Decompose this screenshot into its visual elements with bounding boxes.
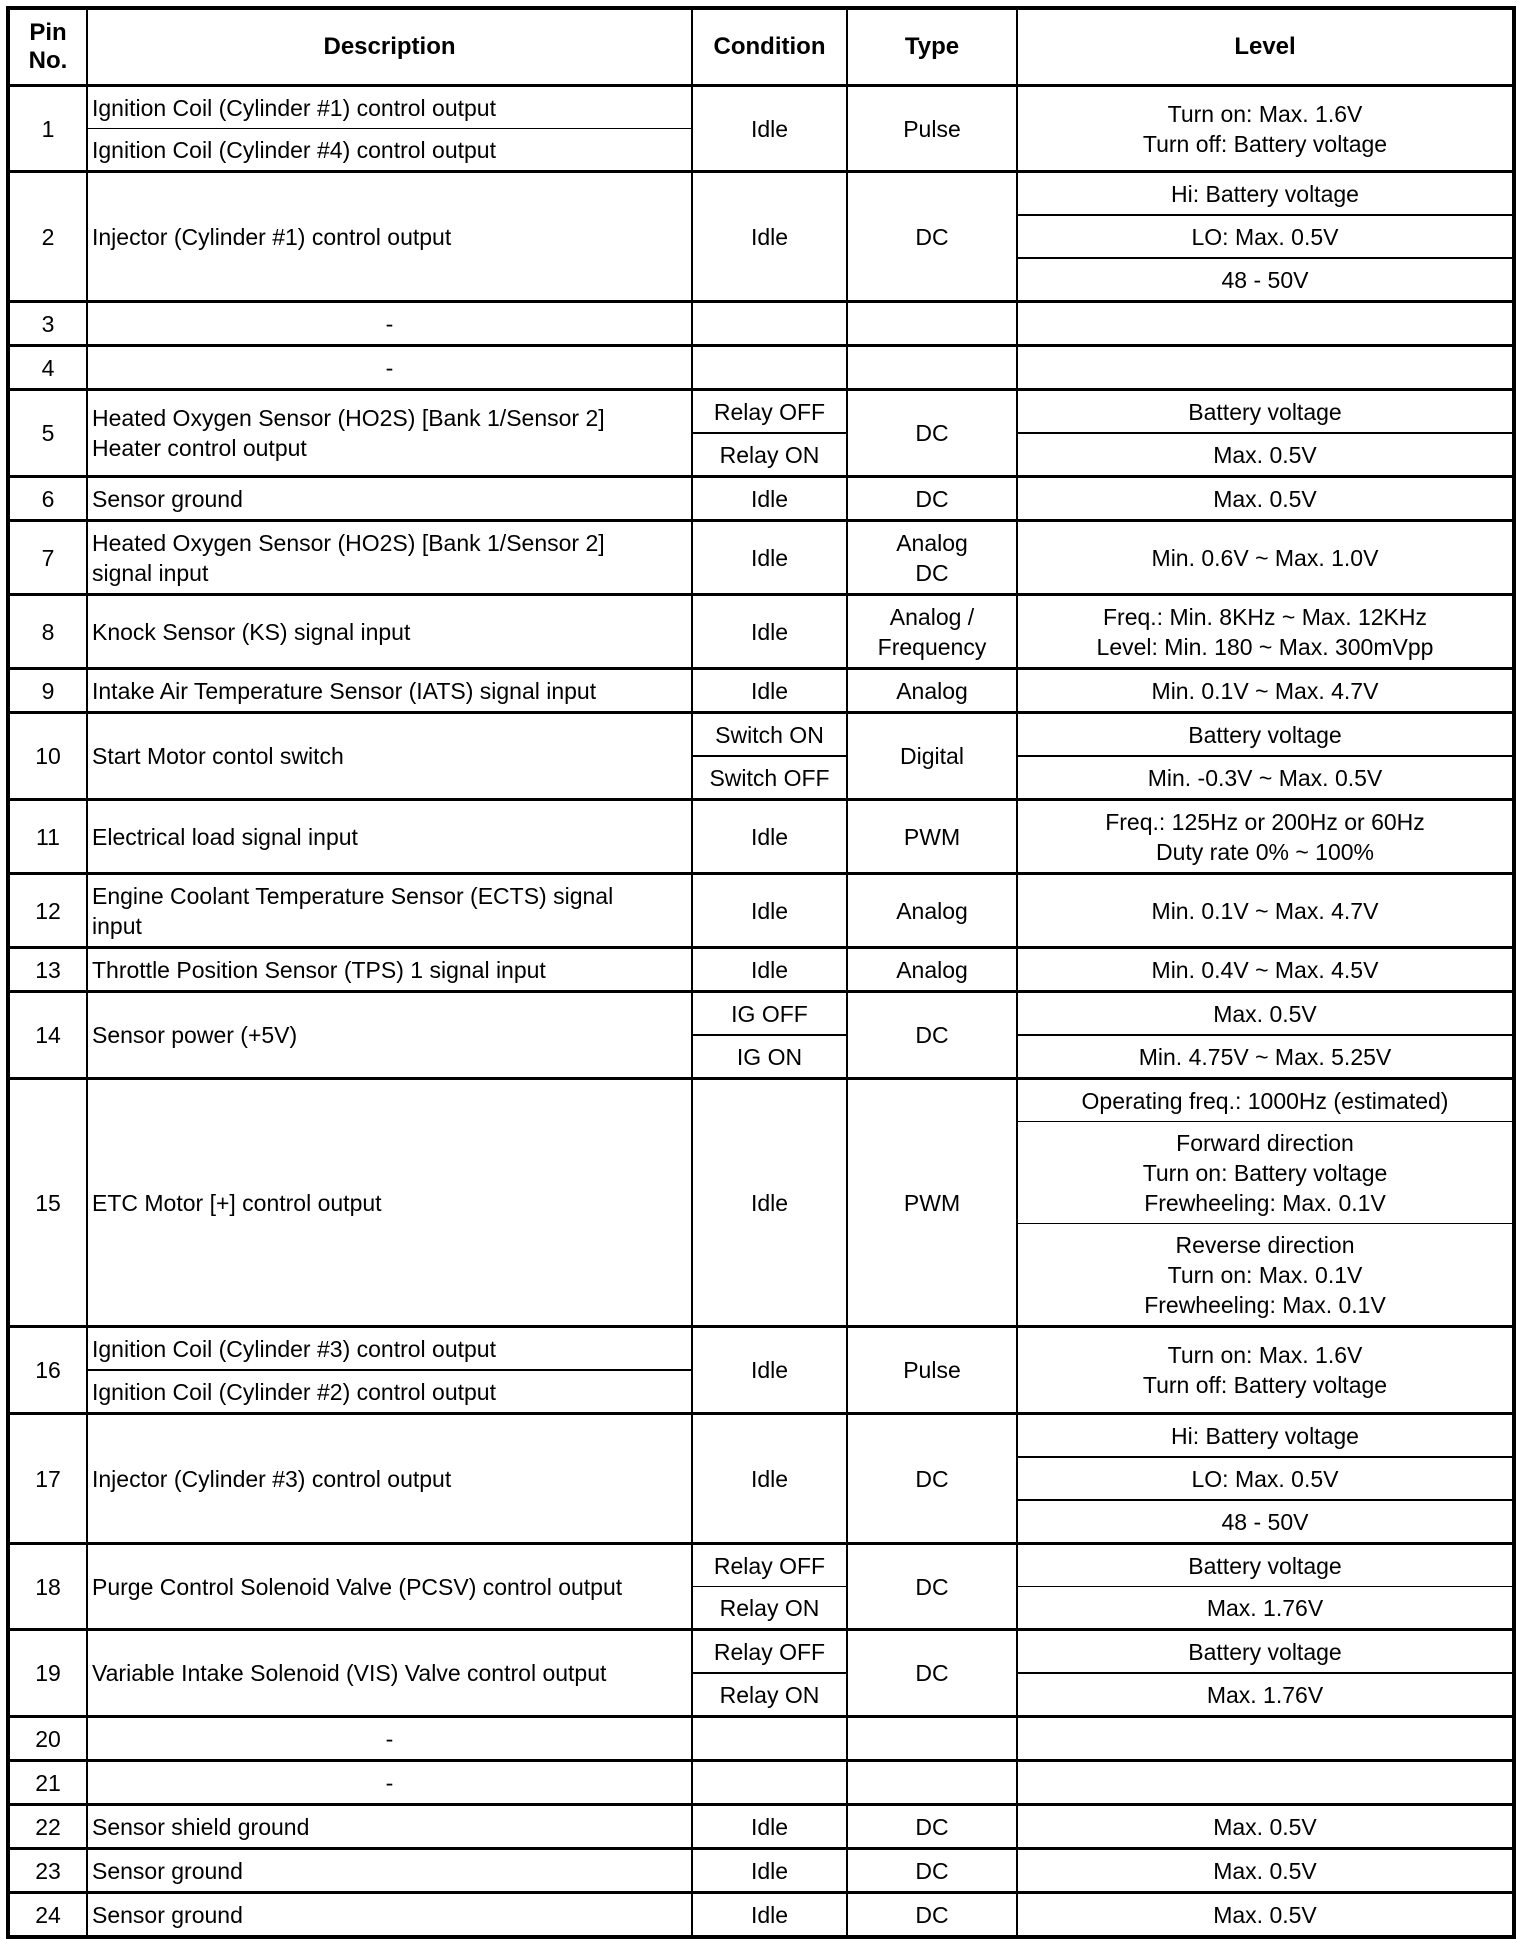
description-line: Heated Oxygen Sensor (HO2S) [Bank 1/Sensor 2]	[92, 529, 605, 556]
type-cell: DC	[847, 1805, 1017, 1849]
pin-cell: 23	[8, 1849, 87, 1893]
type-cell: DC	[847, 390, 1017, 477]
level-cell: Max. 0.5V	[1017, 1849, 1514, 1893]
type-cell	[847, 1717, 1017, 1761]
condition-cell: Relay ON	[692, 1587, 847, 1630]
type-cell: Pulse	[847, 86, 1017, 172]
pin-cell: 18	[8, 1544, 87, 1630]
condition-cell	[692, 1761, 847, 1805]
header-pin-line2: No.	[28, 47, 68, 74]
type-cell: Digital	[847, 713, 1017, 800]
type-line: Frequency	[877, 633, 987, 660]
level-line: Reverse direction	[1175, 1231, 1355, 1258]
condition-cell: Idle	[692, 172, 847, 302]
type-cell	[847, 302, 1017, 346]
description-cell	[87, 874, 692, 948]
pin-cell: 5	[8, 390, 87, 477]
level-line: Turn off: Battery voltage	[1142, 1372, 1388, 1398]
condition-cell: Idle	[692, 669, 847, 713]
table-row	[8, 800, 1514, 874]
header-level: Level	[1017, 8, 1514, 86]
table-row	[8, 477, 1514, 521]
description-cell: -	[87, 1761, 692, 1805]
level-line: Turn on: Max. 1.6V	[1167, 1342, 1363, 1368]
level-cell: Operating freq.: 1000Hz (estimated)	[1017, 1079, 1514, 1122]
pin-cell: 16	[8, 1327, 87, 1414]
condition-cell: Idle	[692, 1849, 847, 1893]
table-row	[8, 1079, 1514, 1122]
level-cell	[1017, 800, 1514, 874]
table-row	[8, 172, 1514, 216]
description-line: Heated Oxygen Sensor (HO2S) [Bank 1/Sensor 2]	[92, 405, 605, 431]
table-row	[8, 1805, 1514, 1849]
type-cell: Analog	[847, 669, 1017, 713]
description-cell: Ignition Coil (Cylinder #1) control output	[87, 86, 692, 129]
level-line: Level: Min. 180 ~ Max. 300mVpp	[1096, 633, 1434, 660]
condition-cell: Relay ON	[692, 433, 847, 477]
table-row	[8, 713, 1514, 757]
pin-cell: 17	[8, 1414, 87, 1544]
table-row	[8, 86, 1514, 129]
level-line: Turn on: Battery voltage	[1142, 1159, 1388, 1186]
level-cell: Battery voltage	[1017, 1544, 1514, 1587]
level-cell: Battery voltage	[1017, 713, 1514, 757]
condition-cell: IG ON	[692, 1035, 847, 1079]
pin-cell: 19	[8, 1630, 87, 1717]
description-cell: Ignition Coil (Cylinder #3) control output	[87, 1327, 692, 1371]
condition-cell	[692, 302, 847, 346]
table-row	[8, 595, 1514, 669]
header-row	[8, 8, 1514, 86]
pin-cell: 2	[8, 172, 87, 302]
pin-cell: 21	[8, 1761, 87, 1805]
level-cell	[1017, 1122, 1514, 1224]
pin-cell: 13	[8, 948, 87, 992]
condition-cell: Switch OFF	[692, 756, 847, 800]
description-line: Engine Coolant Temperature Sensor (ECTS) signal	[92, 882, 614, 909]
level-cell	[1017, 86, 1514, 172]
condition-cell: Idle	[692, 800, 847, 874]
table-row	[8, 1717, 1514, 1761]
description-cell: Injector (Cylinder #1) control output	[87, 172, 692, 302]
table-row	[8, 948, 1514, 992]
pin-cell: 8	[8, 595, 87, 669]
table-row	[8, 390, 1514, 434]
description-line: Heater control output	[92, 435, 307, 461]
description-cell	[87, 390, 692, 477]
level-cell: Battery voltage	[1017, 390, 1514, 434]
type-cell	[847, 346, 1017, 390]
type-cell	[847, 595, 1017, 669]
condition-cell: Relay OFF	[692, 390, 847, 434]
type-cell	[847, 521, 1017, 595]
description-cell: Start Motor contol switch	[87, 713, 692, 800]
type-line: DC	[915, 559, 949, 586]
condition-cell: Relay ON	[692, 1673, 847, 1717]
condition-cell: IG OFF	[692, 992, 847, 1036]
level-cell: Hi: Battery voltage	[1017, 1414, 1514, 1458]
table-row	[8, 521, 1514, 595]
pin-cell: 1	[8, 86, 87, 172]
level-line: Freq.: 125Hz or 200Hz or 60Hz	[1105, 808, 1425, 835]
description-cell: Ignition Coil (Cylinder #4) control output	[87, 129, 692, 172]
level-cell	[1017, 1327, 1514, 1414]
condition-cell: Relay OFF	[692, 1544, 847, 1587]
description-cell: Sensor ground	[87, 1849, 692, 1893]
condition-cell: Idle	[692, 1893, 847, 1938]
level-cell: Max. 0.5V	[1017, 1893, 1514, 1938]
level-cell: Min. 0.4V ~ Max. 4.5V	[1017, 948, 1514, 992]
pin-cell: 20	[8, 1717, 87, 1761]
level-cell: Min. -0.3V ~ Max. 0.5V	[1017, 756, 1514, 800]
level-line: Frewheeling: Max. 0.1V	[1144, 1189, 1386, 1216]
level-cell: Min. 0.1V ~ Max. 4.7V	[1017, 669, 1514, 713]
description-cell: Sensor power (+5V)	[87, 992, 692, 1079]
level-line: Freq.: Min. 8KHz ~ Max. 12KHz	[1102, 603, 1428, 630]
level-cell: 48 - 50V	[1017, 1500, 1514, 1544]
level-cell: Max. 0.5V	[1017, 477, 1514, 521]
condition-cell	[692, 346, 847, 390]
description-cell: -	[87, 302, 692, 346]
level-cell: 48 - 50V	[1017, 258, 1514, 302]
pin-table-container	[6, 6, 1512, 1939]
condition-cell: Switch ON	[692, 713, 847, 757]
description-cell	[87, 521, 692, 595]
level-line: Turn on: Max. 0.1V	[1167, 1261, 1363, 1288]
condition-cell: Idle	[692, 874, 847, 948]
level-cell: Max. 0.5V	[1017, 433, 1514, 477]
condition-cell: Idle	[692, 1327, 847, 1414]
level-cell: LO: Max. 0.5V	[1017, 215, 1514, 258]
table-row	[8, 1849, 1514, 1893]
level-cell: Battery voltage	[1017, 1630, 1514, 1674]
type-cell: DC	[847, 1893, 1017, 1938]
description-cell: Sensor shield ground	[87, 1805, 692, 1849]
condition-cell: Idle	[692, 521, 847, 595]
type-cell: PWM	[847, 800, 1017, 874]
condition-cell: Idle	[692, 948, 847, 992]
pin-cell: 15	[8, 1079, 87, 1327]
level-line: Turn on: Max. 1.6V	[1167, 100, 1363, 127]
table-row	[8, 1761, 1514, 1805]
pin-cell: 12	[8, 874, 87, 948]
description-cell: Sensor ground	[87, 1893, 692, 1938]
description-cell: -	[87, 346, 692, 390]
level-cell	[1017, 1761, 1514, 1805]
pin-cell: 10	[8, 713, 87, 800]
header-pin-line1: Pin	[29, 19, 67, 46]
type-line: Analog	[896, 529, 968, 556]
description-cell: Ignition Coil (Cylinder #2) control output	[87, 1370, 692, 1414]
condition-cell	[692, 1717, 847, 1761]
type-cell: DC	[847, 1414, 1017, 1544]
condition-cell: Idle	[692, 1414, 847, 1544]
condition-cell: Relay OFF	[692, 1630, 847, 1674]
table-row	[8, 1893, 1514, 1938]
condition-cell: Idle	[692, 595, 847, 669]
level-cell: Min. 4.75V ~ Max. 5.25V	[1017, 1035, 1514, 1079]
type-cell: DC	[847, 1544, 1017, 1630]
level-line: Duty rate 0% ~ 100%	[1156, 838, 1374, 865]
level-line: Forward direction	[1176, 1129, 1354, 1156]
level-cell	[1017, 595, 1514, 669]
level-cell: Max. 0.5V	[1017, 1805, 1514, 1849]
type-cell: DC	[847, 992, 1017, 1079]
condition-cell: Idle	[692, 1805, 847, 1849]
type-cell: DC	[847, 172, 1017, 302]
condition-cell: Idle	[692, 477, 847, 521]
type-cell	[847, 1761, 1017, 1805]
level-line: Turn off: Battery voltage	[1142, 130, 1388, 157]
table-row	[8, 1327, 1514, 1371]
header-condition: Condition	[692, 8, 847, 86]
description-cell: Intake Air Temperature Sensor (IATS) signal input	[87, 669, 692, 713]
table-row	[8, 1414, 1514, 1458]
pin-cell: 3	[8, 302, 87, 346]
pin-cell: 9	[8, 669, 87, 713]
pin-cell: 7	[8, 521, 87, 595]
type-cell: DC	[847, 1630, 1017, 1717]
level-cell: Min. 0.1V ~ Max. 4.7V	[1017, 874, 1514, 948]
description-cell: Injector (Cylinder #3) control output	[87, 1414, 692, 1544]
level-cell: Hi: Battery voltage	[1017, 172, 1514, 216]
pin-cell: 24	[8, 1893, 87, 1938]
level-cell: Max. 0.5V	[1017, 992, 1514, 1036]
level-cell: Max. 1.76V	[1017, 1673, 1514, 1717]
table-row	[8, 346, 1514, 390]
description-cell: Sensor ground	[87, 477, 692, 521]
pin-cell: 4	[8, 346, 87, 390]
type-cell: Pulse	[847, 1327, 1017, 1414]
type-cell: Analog	[847, 948, 1017, 992]
type-cell: Analog	[847, 874, 1017, 948]
level-cell	[1017, 1224, 1514, 1327]
condition-cell: Idle	[692, 86, 847, 172]
description-cell: Knock Sensor (KS) signal input	[87, 595, 692, 669]
description-cell: Variable Intake Solenoid (VIS) Valve control output	[87, 1630, 692, 1717]
description-line: signal input	[92, 559, 209, 586]
header-description: Description	[87, 8, 692, 86]
table-row	[8, 1630, 1514, 1674]
table-row	[8, 302, 1514, 346]
table-row	[8, 669, 1514, 713]
type-line: Analog /	[889, 603, 975, 630]
type-cell: DC	[847, 477, 1017, 521]
condition-cell: Idle	[692, 1079, 847, 1327]
description-cell: ETC Motor [+] control output	[87, 1079, 692, 1327]
description-cell: Throttle Position Sensor (TPS) 1 signal input	[87, 948, 692, 992]
ecm-pin-table	[6, 6, 1516, 1939]
level-cell	[1017, 346, 1514, 390]
level-cell: Max. 1.76V	[1017, 1587, 1514, 1630]
pin-cell: 14	[8, 992, 87, 1079]
type-cell: PWM	[847, 1079, 1017, 1327]
pin-cell: 11	[8, 800, 87, 874]
header-type: Type	[847, 8, 1017, 86]
level-cell: LO: Max. 0.5V	[1017, 1457, 1514, 1500]
description-cell: -	[87, 1717, 692, 1761]
header-pin-no	[8, 8, 87, 86]
level-cell	[1017, 1717, 1514, 1761]
description-cell: Electrical load signal input	[87, 800, 692, 874]
table-row	[8, 992, 1514, 1036]
table-row	[8, 874, 1514, 948]
level-line: Frewheeling: Max. 0.1V	[1144, 1291, 1386, 1318]
table-row	[8, 1544, 1514, 1587]
level-cell: Min. 0.6V ~ Max. 1.0V	[1017, 521, 1514, 595]
description-cell: Purge Control Solenoid Valve (PCSV) control output	[87, 1544, 692, 1630]
level-cell	[1017, 302, 1514, 346]
pin-cell: 22	[8, 1805, 87, 1849]
type-cell: DC	[847, 1849, 1017, 1893]
pin-cell: 6	[8, 477, 87, 521]
description-line: input	[92, 912, 142, 939]
